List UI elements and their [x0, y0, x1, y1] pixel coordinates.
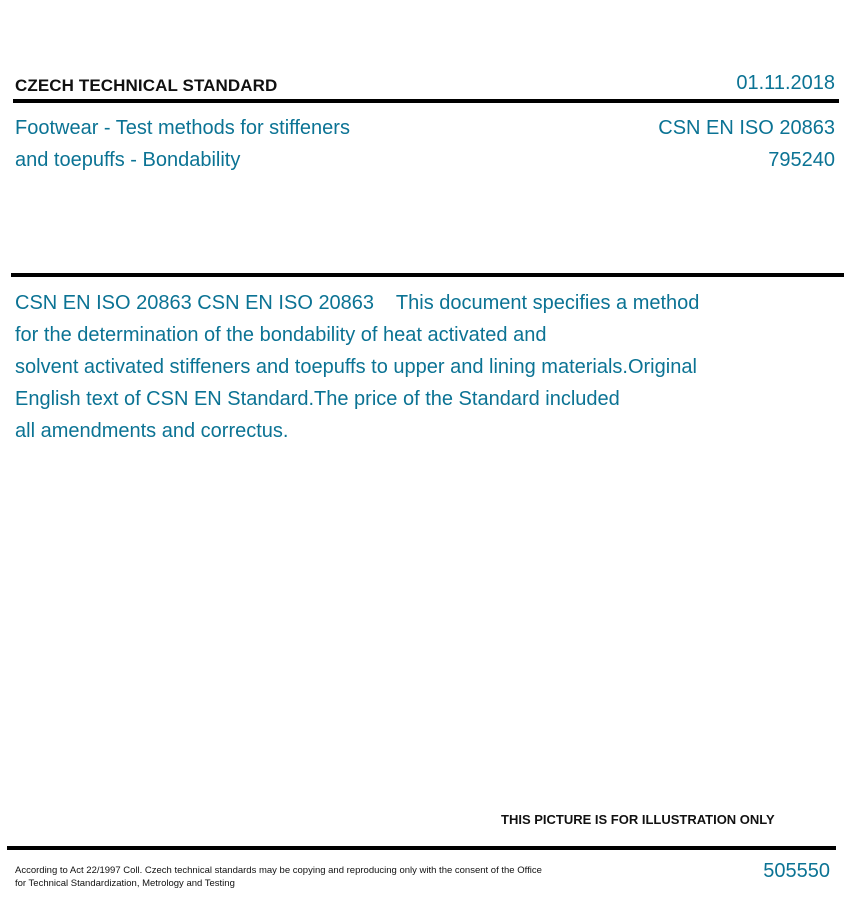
- middle-divider: [11, 273, 844, 277]
- publication-date: 01.11.2018: [736, 72, 835, 94]
- description-line: CSN EN ISO 20863 CSN EN ISO 20863 This document specifies a method: [15, 292, 700, 314]
- bottom-divider: [7, 846, 836, 850]
- standard-title-line-2: and toepuffs - Bondability: [15, 149, 241, 171]
- description-line: solvent activated stiffeners and toepuffs to upper and lining materials.Original: [15, 356, 697, 378]
- standard-title-line-1: Footwear - Test methods for stiffeners: [15, 117, 350, 139]
- document-type-label: CZECH TECHNICAL STANDARD: [15, 76, 278, 95]
- illustration-disclaimer: THIS PICTURE IS FOR ILLUSTRATION ONLY: [501, 812, 775, 827]
- top-divider: [13, 99, 839, 103]
- standard-code: CSN EN ISO 20863: [658, 117, 835, 139]
- standard-description: [15, 287, 815, 447]
- legal-notice-line-2: for Technical Standardization, Metrology and Testing: [15, 878, 235, 889]
- legal-notice-line-1: According to Act 22/1997 Coll. Czech technical standards may be copying and reproducing only with the consent of the Office: [15, 865, 542, 876]
- legal-notice: [15, 864, 595, 890]
- catalog-number: 505550: [763, 860, 830, 882]
- description-line: for the determination of the bondability of heat activated and: [15, 324, 547, 346]
- description-line: all amendments and correctus.: [15, 420, 289, 442]
- description-line: English text of CSN EN Standard.The price of the Standard included: [15, 388, 620, 410]
- classification-number: 795240: [768, 149, 835, 171]
